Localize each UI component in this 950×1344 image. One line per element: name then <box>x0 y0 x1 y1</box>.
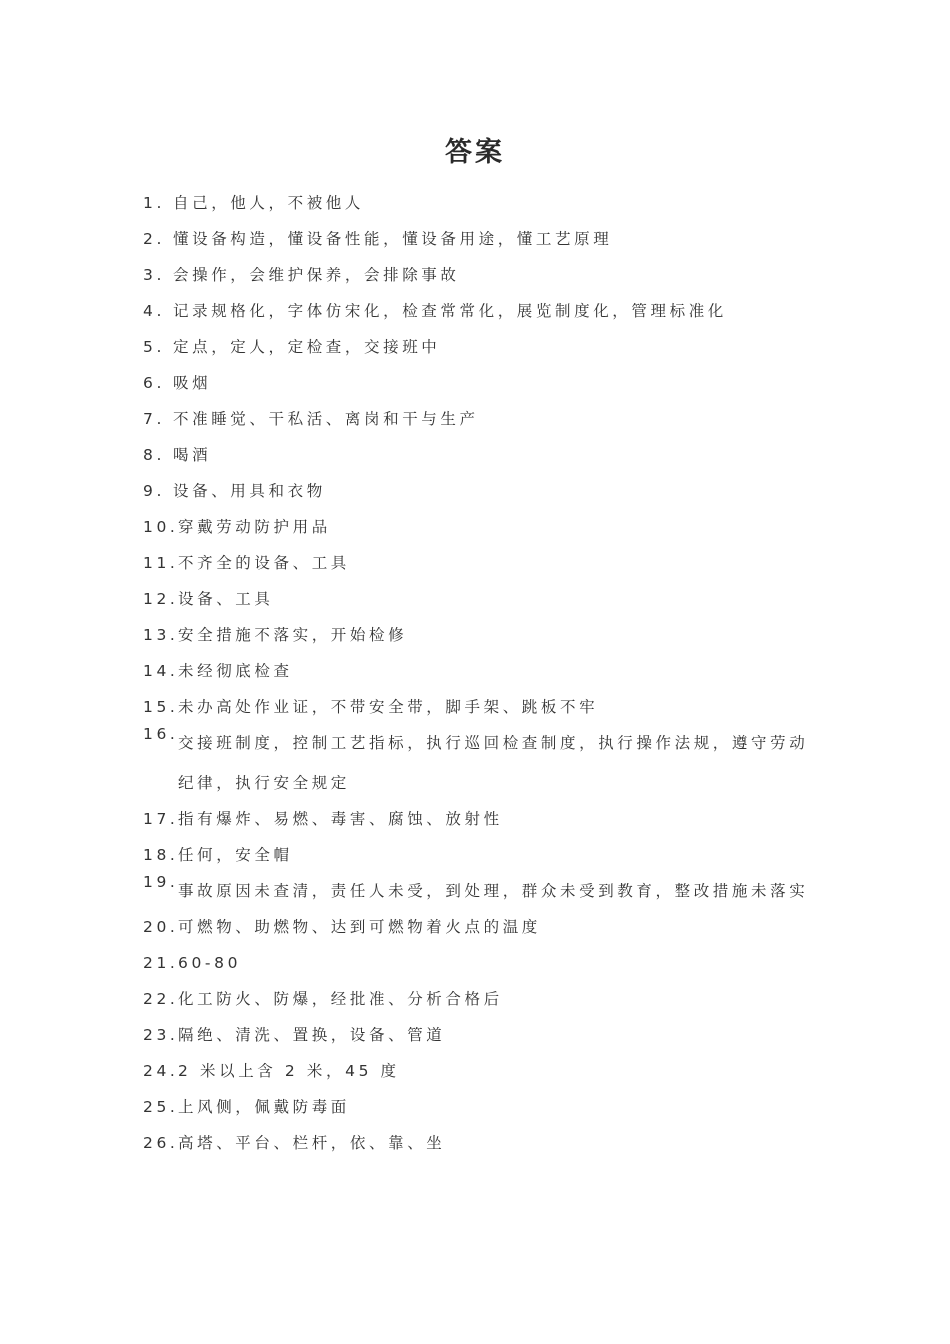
answer-text: 未经彻底检查 <box>178 662 293 680</box>
answer-number: 6. <box>143 374 165 392</box>
answer-number: 12. <box>143 590 179 608</box>
answer-item <box>143 336 813 358</box>
answer-item <box>143 408 813 430</box>
answer-number: 18. <box>143 846 179 864</box>
answer-number: 13. <box>143 626 179 644</box>
answer-item <box>143 844 813 866</box>
answer-number: 21. <box>143 954 179 972</box>
answer-text: 喝酒 <box>173 446 212 464</box>
answer-number: 15. <box>143 698 179 716</box>
answer-text: 上风侧，佩戴防毒面 <box>178 1098 350 1116</box>
answer-item <box>143 1060 813 1082</box>
answer-text: 穿戴劳动防护用品 <box>178 518 331 536</box>
answer-item <box>143 988 813 1010</box>
answer-text: 会操作，会维护保养，会排除事故 <box>173 266 460 284</box>
answer-item <box>143 916 813 938</box>
answer-number: 1. <box>143 194 165 212</box>
answer-number: 17. <box>143 810 179 828</box>
answer-item <box>143 1132 813 1154</box>
answer-text: 自己，他人，不被他人 <box>173 194 365 212</box>
answer-number: 19. <box>143 873 179 891</box>
answer-text: 不齐全的设备、工具 <box>178 554 350 572</box>
answer-item <box>143 480 813 502</box>
answer-item <box>143 808 813 830</box>
answer-item <box>143 228 813 250</box>
answer-text: 60-80 <box>178 954 242 972</box>
answer-item <box>143 300 813 322</box>
answer-number: 25. <box>143 1098 179 1116</box>
answer-number: 3. <box>143 266 165 284</box>
answer-item <box>143 444 813 466</box>
answer-number: 14. <box>143 662 179 680</box>
answer-number: 16. <box>143 725 179 743</box>
answer-number: 2. <box>143 230 165 248</box>
answer-text: 吸烟 <box>173 374 212 392</box>
answer-text: 安全措施不落实，开始检修 <box>178 626 408 644</box>
answer-text: 交接班制度，控制工艺指标，执行巡回检查制度，执行操作法规，遵守劳动纪律，执行安全规定 <box>178 734 809 792</box>
answer-text: 事故原因未查清，责任人未受，到处理，群众未受到教育，整改措施未落实 <box>178 882 809 900</box>
answer-number: 23. <box>143 1026 179 1044</box>
answer-item <box>143 1096 813 1118</box>
answer-item <box>143 1024 813 1046</box>
answer-text: 设备、用具和衣物 <box>173 482 326 500</box>
answer-number: 10. <box>143 518 179 536</box>
answer-text: 不准睡觉、干私活、离岗和干与生产 <box>173 410 479 428</box>
answer-item <box>143 723 813 803</box>
answer-number: 5. <box>143 338 165 356</box>
answer-text: 定点，定人，定检查，交接班中 <box>173 338 441 356</box>
answer-number: 8. <box>143 446 165 464</box>
page-title: 答案 <box>445 137 505 168</box>
answer-item <box>143 264 813 286</box>
answer-text: 未办高处作业证，不带安全带，脚手架、跳板不牢 <box>178 698 599 716</box>
answer-number: 9. <box>143 482 165 500</box>
answer-list <box>143 192 813 1168</box>
answer-text: 懂设备构造，懂设备性能，懂设备用途，懂工艺原理 <box>173 230 613 248</box>
answer-item <box>143 696 813 718</box>
answer-text: 可燃物、助燃物、达到可燃物着火点的温度 <box>178 918 541 936</box>
answer-number: 22. <box>143 990 179 1008</box>
answer-text: 2 米以上含 2 米，45 度 <box>178 1062 400 1080</box>
answer-number: 24. <box>143 1062 179 1080</box>
answer-number: 11. <box>143 554 179 572</box>
answer-item <box>143 372 813 394</box>
answer-number: 4. <box>143 302 165 320</box>
answer-item <box>143 192 813 214</box>
answer-item <box>143 516 813 538</box>
answer-text: 设备、工具 <box>178 590 274 608</box>
answer-item <box>143 588 813 610</box>
answer-item <box>143 660 813 682</box>
answer-item <box>143 552 813 574</box>
answer-number: 26. <box>143 1134 179 1152</box>
answer-item <box>143 871 813 911</box>
answer-item <box>143 952 813 974</box>
answer-number: 20. <box>143 918 179 936</box>
answer-item <box>143 624 813 646</box>
answer-text: 隔绝、清洗、置换，设备、管道 <box>178 1026 446 1044</box>
answer-text: 化工防火、防爆，经批准、分析合格后 <box>178 990 503 1008</box>
answer-number: 7. <box>143 410 165 428</box>
answer-text: 任何，安全帽 <box>178 846 293 864</box>
answer-text: 记录规格化，字体仿宋化，检查常常化，展览制度化，管理标准化 <box>173 302 727 320</box>
answer-text: 高塔、平台、栏杆，依、靠、坐 <box>178 1134 446 1152</box>
answer-text: 指有爆炸、易燃、毒害、腐蚀、放射性 <box>178 810 503 828</box>
